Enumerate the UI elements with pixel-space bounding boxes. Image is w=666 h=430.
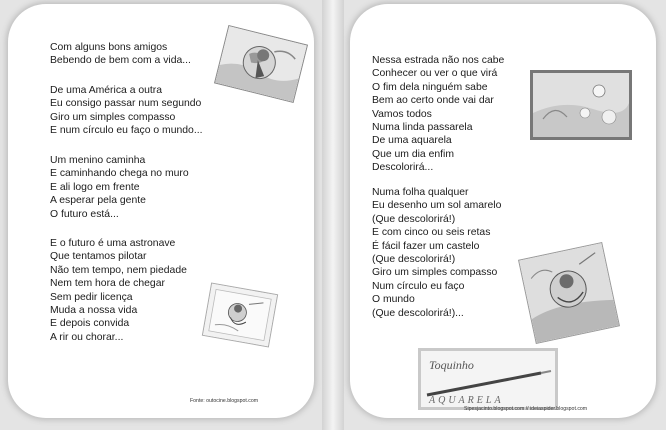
lyric-line: E ali logo em frente	[50, 181, 140, 193]
lyric-line: Muda a nossa vida	[50, 305, 138, 317]
lyric-line: Um menino caminha	[50, 155, 146, 166]
svg-text:AQUARELA: AQUARELA	[429, 395, 504, 406]
right-stanza-1	[372, 54, 504, 175]
lyric-line: E caminhando chega no muro	[50, 168, 189, 180]
sun-scene-illustration	[530, 70, 632, 140]
lyric-line: Eu desenho um sol amarelo	[372, 200, 502, 212]
left-source-credit: Fonte: outocine.blogspot.com	[190, 398, 259, 404]
lyric-line: Bem ao certo onde vai dar	[372, 95, 494, 107]
svg-text:Toquinho: Toquinho	[429, 358, 474, 372]
lyric-line: Que tentamos pilotar	[50, 251, 147, 263]
lyric-line: O fim dela ninguém sabe	[372, 81, 488, 93]
lyric-line: Numa linda passarela	[372, 122, 473, 134]
right-stanza-2	[372, 186, 501, 320]
lyric-line: Vamos todos	[372, 108, 432, 120]
lyric-line: E o futuro é uma astronave	[50, 238, 176, 249]
left-stanza-1	[50, 41, 191, 68]
aquarela-title-art	[418, 348, 558, 410]
lyric-line: Eu consigo passar num segundo	[50, 98, 202, 110]
right-page	[350, 4, 656, 418]
left-stanza-2	[50, 84, 202, 138]
lyric-line: Nem tem hora de chegar	[50, 278, 165, 290]
lyric-line: De uma aquarela	[372, 135, 452, 147]
lyric-line: E com cinco ou seis retas	[372, 227, 491, 239]
lyric-line: Giro um simples compasso	[50, 111, 176, 123]
lyric-line: Num círculo eu faço	[372, 280, 465, 292]
lyric-line: O mundo	[372, 294, 415, 306]
lyric-line: Sem pedir licença	[50, 291, 133, 303]
right-source-credit: Sipesjacinto.blogspot.com // ideiaspider.blogspot.com	[464, 406, 588, 412]
lyric-line: É fácil fazer um castelo	[372, 240, 480, 252]
lyric-line: Bebendo de bem com a vida...	[50, 55, 191, 67]
lyric-line: Não tem tempo, nem piedade	[50, 264, 187, 276]
globe-child-illustration	[214, 25, 308, 103]
left-stanza-4	[50, 237, 187, 344]
lyric-line: E depois convida	[50, 318, 130, 330]
lyric-line: Nessa estrada não nos cabe	[372, 55, 505, 66]
lyric-line: E num círculo eu faço o mundo...	[50, 125, 203, 137]
lyric-line: Numa folha qualquer	[372, 187, 469, 198]
left-page	[8, 4, 314, 418]
lyric-line: (Que descolorirá!)...	[372, 307, 464, 319]
lyric-line: A rir ou chorar...	[50, 331, 124, 343]
book-fold	[322, 0, 344, 430]
lyric-line: (Que descolorirá!)	[372, 213, 456, 225]
left-stanza-3	[50, 154, 189, 221]
child-globe-illustration	[518, 242, 620, 344]
lyric-line: (Que descolorirá!)	[372, 254, 456, 266]
drawing-child-illustration	[202, 283, 278, 348]
lyric-line: Que um dia enfim	[372, 148, 455, 160]
lyric-line: Com alguns bons amigos	[50, 42, 168, 53]
lyric-line: A esperar pela gente	[50, 195, 146, 207]
lyric-line: Descolorirá...	[372, 162, 434, 174]
lyric-line: De uma América a outra	[50, 85, 163, 96]
lyric-line: Giro um simples compasso	[372, 267, 498, 279]
lyric-line: Conhecer ou ver o que virá	[372, 68, 498, 80]
lyric-line: O futuro está...	[50, 208, 119, 220]
